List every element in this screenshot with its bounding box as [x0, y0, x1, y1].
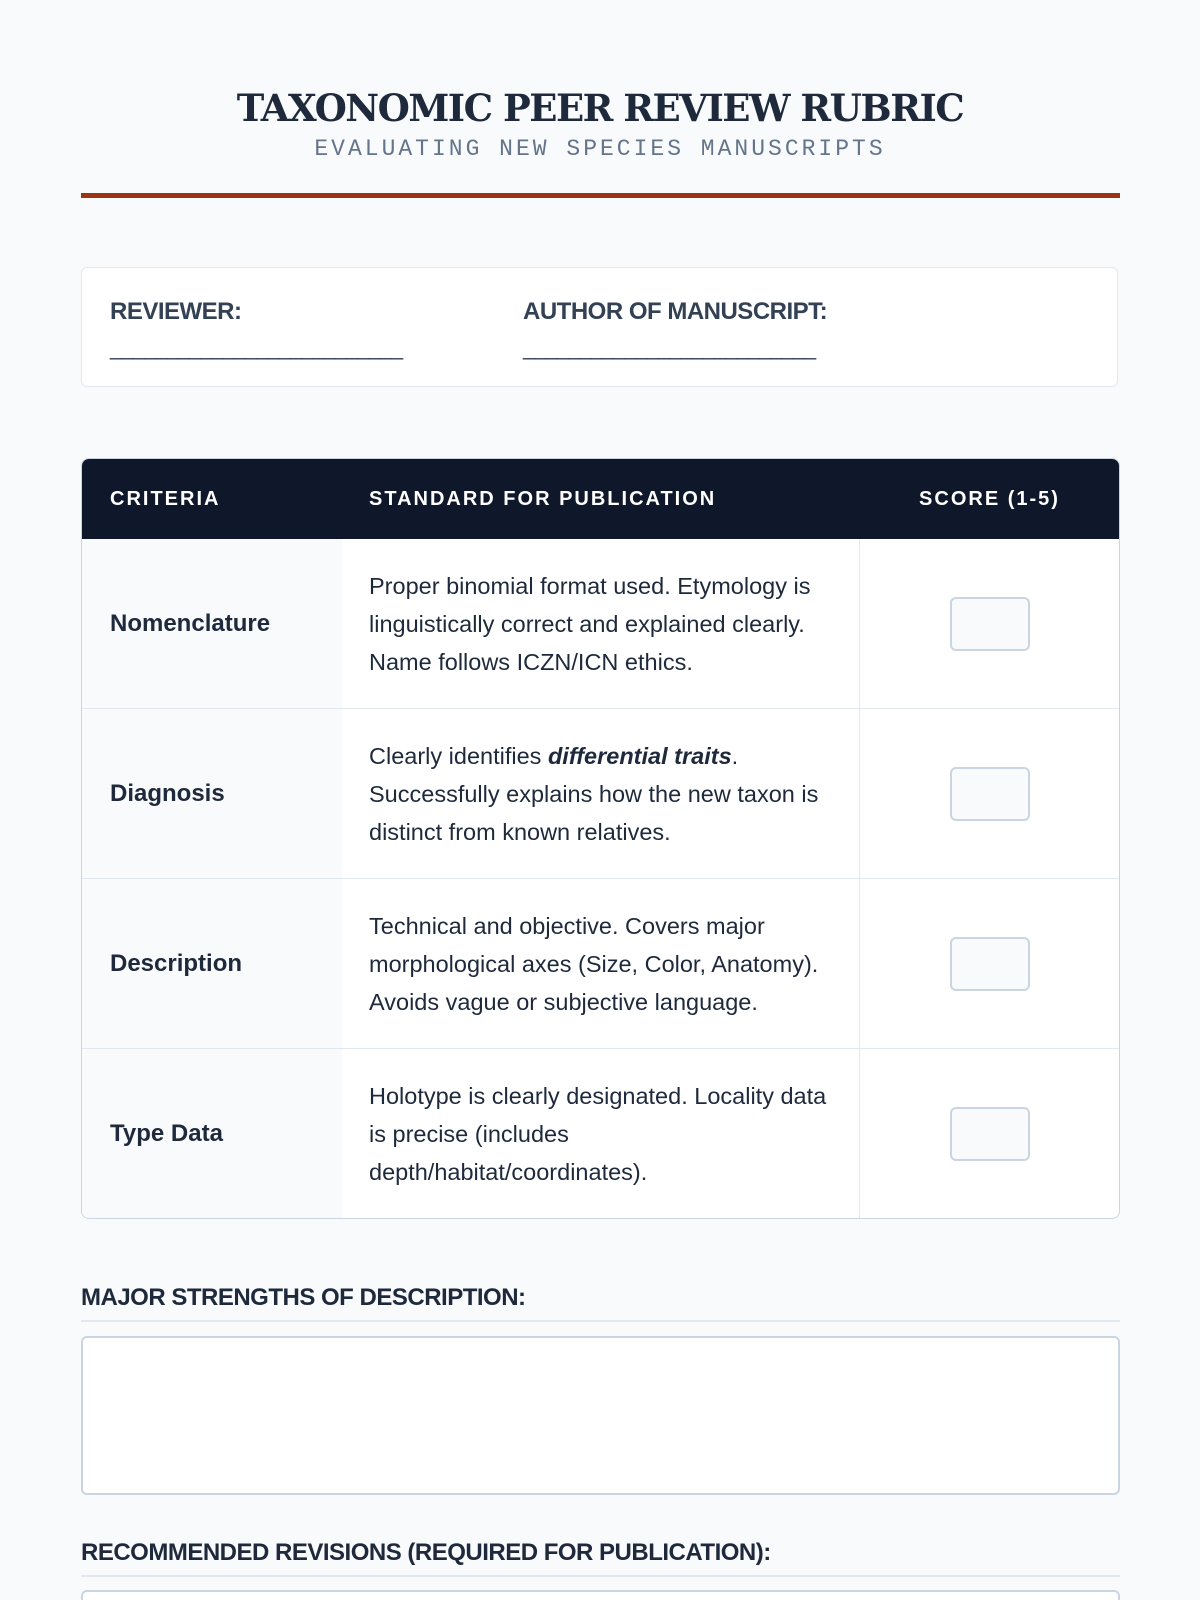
reviewer-label: REVIEWER:	[110, 298, 242, 325]
column-header-score: SCORE (1-5)	[919, 487, 1060, 510]
criteria-cell: Description	[82, 879, 342, 1048]
criteria-cell: Nomenclature	[82, 539, 342, 708]
page-title: TAXONOMIC PEER REVIEW RUBRIC	[236, 86, 964, 130]
score-input[interactable]	[950, 767, 1030, 821]
score-cell	[860, 1049, 1119, 1218]
revisions-section-label: RECOMMENDED REVISIONS (REQUIRED FOR PUBLICATION):	[81, 1539, 1120, 1577]
table-row	[82, 708, 1119, 878]
rubric-table-header	[82, 459, 1119, 539]
standard-text	[369, 737, 837, 851]
accent-divider	[81, 193, 1120, 198]
column-header-criteria: CRITERIA	[110, 487, 221, 510]
reviewer-blank-line[interactable]: __________________________	[110, 335, 403, 360]
reviewer-field[interactable]	[110, 298, 402, 360]
revisions-textarea[interactable]	[81, 1590, 1120, 1600]
standard-text: Proper binomial format used. Etymology is linguistically correct and explained clearly. Name follows ICZN/ICN ethics.	[369, 572, 811, 675]
author-blank-line[interactable]: __________________________	[523, 335, 816, 360]
column-header-standard: STANDARD FOR PUBLICATION	[369, 487, 717, 510]
score-cell	[860, 539, 1119, 708]
standard-text-part: . Successfully explains how the new taxon is distinct from known relatives.	[369, 742, 819, 845]
standard-cell	[342, 709, 860, 878]
score-cell	[860, 709, 1119, 878]
reviewer-info-box	[81, 267, 1118, 387]
standard-cell	[342, 879, 860, 1048]
strengths-textarea[interactable]	[81, 1336, 1120, 1495]
standard-text-part: Clearly identifies	[369, 742, 548, 769]
standard-cell	[342, 539, 860, 708]
score-input[interactable]	[950, 597, 1030, 651]
document-header	[0, 0, 1200, 162]
strengths-section-label: MAJOR STRENGTHS OF DESCRIPTION:	[81, 1284, 1120, 1322]
standard-emphasis: differential traits	[547, 742, 732, 769]
rubric-table-body	[82, 539, 1119, 1218]
table-row	[82, 1048, 1119, 1218]
standard-text: Holotype is clearly designated. Locality data is precise (includes depth/habitat/coordinates).	[369, 1082, 827, 1185]
rubric-table	[81, 458, 1120, 1219]
score-input[interactable]	[950, 937, 1030, 991]
table-row	[82, 878, 1119, 1048]
criteria-cell: Type Data	[82, 1049, 342, 1218]
standard-cell	[342, 1049, 860, 1218]
score-cell	[860, 879, 1119, 1048]
standard-text: Technical and objective. Covers major morphological axes (Size, Color, Anatomy). Avoids vague or subjective language.	[369, 912, 819, 1015]
author-field[interactable]	[523, 298, 827, 360]
page-subtitle: EVALUATING NEW SPECIES MANUSCRIPTS	[314, 136, 886, 162]
criteria-cell: Diagnosis	[82, 709, 342, 878]
table-row	[82, 539, 1119, 708]
score-input[interactable]	[950, 1107, 1030, 1161]
author-label: AUTHOR OF MANUSCRIPT:	[523, 298, 828, 325]
